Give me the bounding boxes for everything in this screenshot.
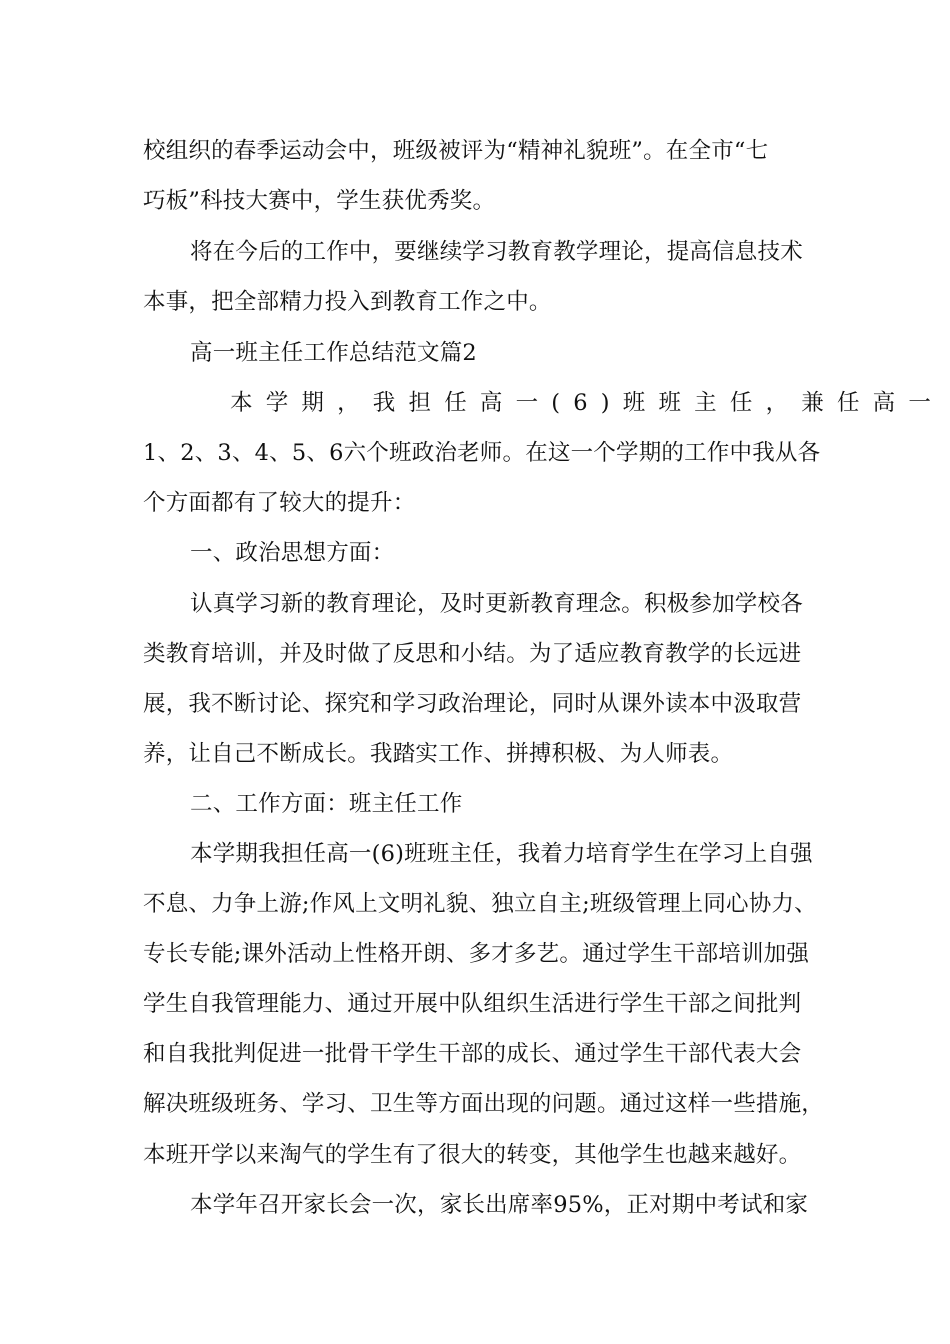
text-line: 解决班级班务、学习、卫生等方面出现的问题。通过这样一些措施， (143, 1091, 825, 1117)
text-line: 本学期我担任高一(6)班班主任，我着力培育学生在学习上自强 (190, 841, 813, 867)
section-heading: 一、政治思想方面： (190, 540, 395, 566)
text-line: 个方面都有了较大的提升： (143, 490, 416, 516)
text-line: 本班开学以来淘气的学生有了很大的转变，其他学生也越来越好。 (143, 1142, 802, 1168)
text-line: 和自我批判促进一批骨干学生干部的成长、通过学生干部代表大会 (143, 1041, 802, 1067)
section-heading: 二、工作方面：班主任工作 (190, 791, 463, 817)
text-line: 展，我不断讨论、探究和学习政治理论，同时从课外读本中汲取营 (143, 691, 802, 717)
text-line: 本学年召开家长会一次，家长出席率95%，正对期中考试和家 (190, 1192, 809, 1218)
text-line: 认真学习新的教育理论，及时更新教育理念。积极参加学校各 (190, 591, 803, 617)
text-line: 专长专能;课外活动上性格开朗、多才多艺。通过学生干部培训加强 (143, 941, 810, 967)
text-line: 巧板”科技大赛中，学生获优秀奖。 (143, 188, 496, 214)
text-line: 类教育培训，并及时做了反思和小结。为了适应教育教学的长远进 (143, 641, 802, 667)
text-line: 1、2、3、4、5、6六个班政治老师。在这一个学期的工作中我从各 (143, 440, 821, 466)
text-line: 养，让自己不断成长。我踏实工作、拼搏积极、为人师表。 (143, 741, 734, 767)
text-line: 本学期，我担任高一(6)班班主任，兼任高一 (230, 390, 945, 416)
text-line: 将在今后的工作中，要继续学习教育教学理论，提高信息技术 (190, 239, 803, 265)
section-heading: 高一班主任工作总结范文篇2 (190, 340, 477, 366)
text-line: 不息、力争上游;作风上文明礼貌、独立自主;班级管理上同心协力、 (143, 891, 817, 917)
text-line: 本事，把全部精力投入到教育工作之中。 (143, 289, 552, 315)
text-line: 学生自我管理能力、通过开展中队组织生活进行学生干部之间批判 (143, 991, 802, 1017)
text-line: 校组织的春季运动会中，班级被评为“精神礼貌班”。在全市“七 (143, 138, 769, 164)
